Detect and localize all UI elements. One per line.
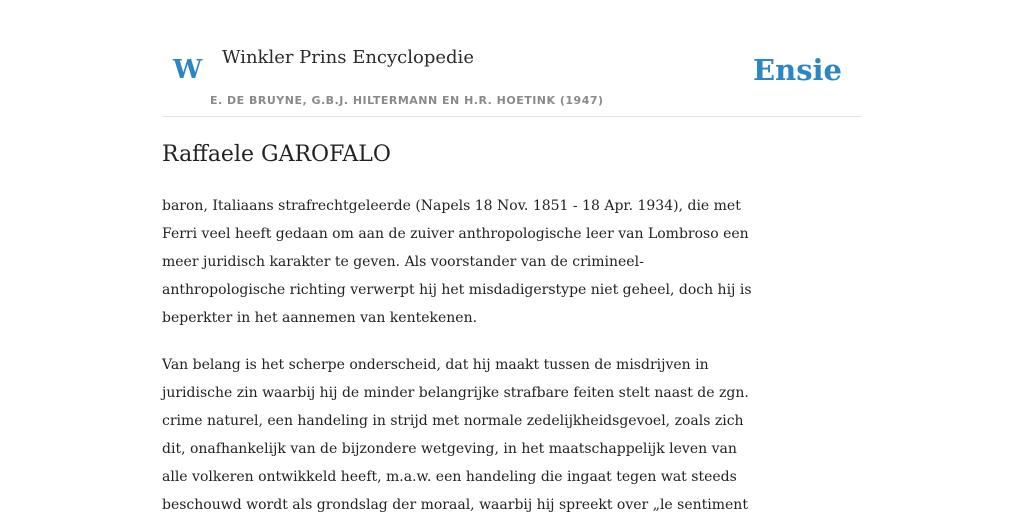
text-line: crime naturel, een handeling in strijd met normale zedelijkheidsgevoel, zoals zich (162, 413, 744, 429)
text-line: Van belang is het scherpe onderscheid, dat hij maakt tussen de misdrijven in (162, 357, 709, 373)
winkler-prins-logo[interactable]: W (173, 55, 203, 85)
text-line: dit, onafhankelijk van de bijzondere wetgeving, in het maatschappelijk leven van (162, 441, 737, 457)
text-line: baron, Italiaans strafrechtgeleerde (Napels 18 Nov. 1851 - 18 Apr. 1934), die met (162, 198, 741, 214)
ensie-logo[interactable]: Ensie (753, 53, 842, 87)
text-line: alle volkeren ontwikkeld heeft, m.a.w. een handeling die ingaat tegen wat steeds (162, 469, 737, 485)
text-line: anthropologische richting verwerpt hij het misdadigerstype niet geheel, doch hij is (162, 282, 752, 298)
book-authors: E. DE BRUYNE, G.B.J. HILTERMANN EN H.R. HOETINK (1947) (210, 94, 604, 107)
text-line: meer juridisch karakter te geven. Als voorstander van de crimineel- (162, 254, 644, 270)
text-line: juridische zin waarbij hij de minder belangrijke strafbare feiten stelt naast de zgn. (162, 385, 749, 401)
header (162, 30, 862, 117)
text-line: beperkter in het aannemen van kentekenen. (162, 310, 478, 326)
text-line: Ferri veel heeft gedaan om aan de zuiver anthropologische leer van Lombroso een (162, 226, 749, 242)
article-body (162, 192, 866, 512)
book-title[interactable]: Winkler Prins Encyclopedie (222, 47, 474, 68)
paragraph-1 (162, 192, 866, 332)
paragraph-2 (162, 351, 866, 512)
text-line: beschouwd wordt als grondslag der moraal, waarbij hij spreekt over „le sentiment (162, 497, 748, 512)
article-title: Raffaele GAROFALO (162, 142, 391, 167)
